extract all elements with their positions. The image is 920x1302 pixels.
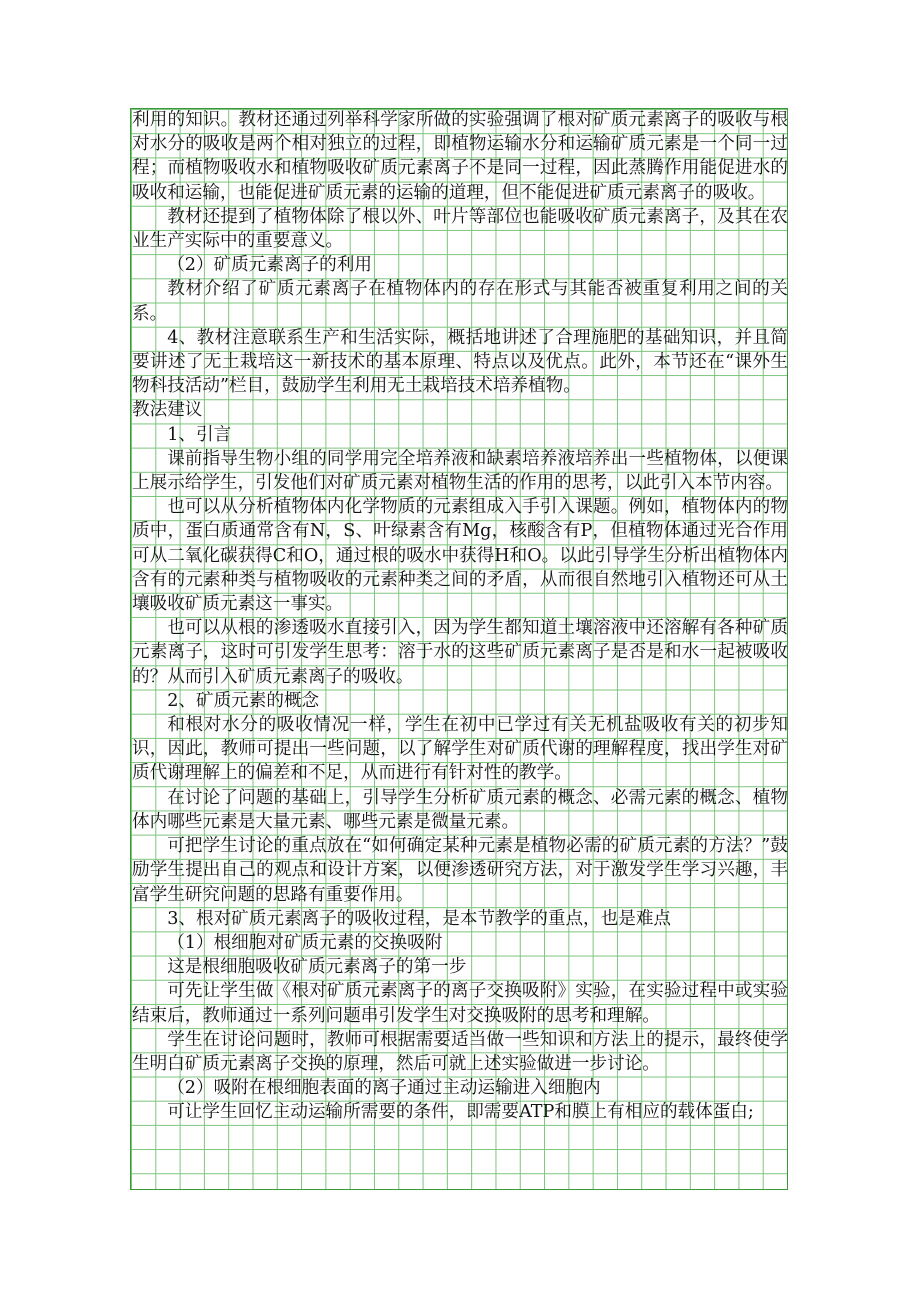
paragraph-17: 这是根细胞吸收矿质元素离子的第一步 [167,957,467,978]
paragraph-21: 可让学生回忆主动运输所需要的条件，即需要ATP和膜上有相应的载体蛋白; [167,1102,754,1123]
paragraph-2: 教材还提到了植物体除了根以外、叶片等部位也能吸收矿质元素离子，及其在农业生产实际中的重要意义。 [132,206,788,252]
paragraph-13: 在讨论了问题的基础上，引导学生分析矿质元素的概念、必需元素的概念、植物体内哪些元素是大量元素、哪些元素是微量元素。 [132,787,788,832]
paragraph-8: 课前指导生物小组的同学用完全培养液和缺素培养液培养出一些植物体，以便课上展示给学生，引发他们对矿质元素对植物生活的作用的思考，以此引入本节内容。 [132,448,788,494]
paragraph-9: 也可以从分析植物体内化学物质的元素组成入手引入课题。例如，植物体内的物质中，蛋白质通常含有N，S、叶绿素含有Mg，核酸含有P，但植物体通过光合作用可从二氧化碳获得C和O，通过根的吸水中获得H和O。以此引导学生分析出植物体内含有的元素种类与植物吸收的元素种类之间的矛盾，从而很自然地引入植物还可从土壤吸收矿质元素这一事实。 [132,497,788,615]
paragraph-18: 可先让学生做《根对矿质元素离子的离子交换吸附》实验，在实验过程中或实验结束后，教师通过一系列问题串引发学生对交换吸附的思考和理解。 [132,981,788,1026]
subheading-active-transport: （2）吸附在根细胞表面的离子通过主动运输进入细胞内 [167,1078,601,1099]
subheading-absorption-process: 3、根对矿质元素离子的吸收过程，是本节教学的重点，也是难点 [167,908,672,929]
subheading-mineral-element-concept: 2、矿质元素的概念 [167,690,320,711]
paragraph-12: 和根对水分的吸收情况一样，学生在初中已学过有关无机盐吸收有关的初步知识，因此，教师可提出一些问题，以了解学生对矿质代谢的理解程度，找出学生对矿质代谢理解上的偏差和不足，从而进行有针对性的教学。 [132,715,788,784]
section-heading-teaching-suggestions: 教法建议 [132,400,203,421]
paragraph-5: 4、教材注意联系生产和生活实际，概括地讲述了合理施肥的基础知识，并且简要讲述了无土栽培这一新技术的基本原理、特点以及优点。此外，本节还在“课外生物科技活动”栏目，鼓励学生利用无土栽培技术培养植物。 [132,327,788,397]
paragraph-4: 教材介绍了矿质元素离子在植物体内的存在形式与其能否被重复利用之间的关系。 [132,279,788,324]
paragraph-14: 可把学生讨论的重点放在“如何确定某种元素是植物必需的矿质元素的方法？”鼓励学生提出自己的观点和设计方案，以便渗透研究方法，对于激发学生学习兴趣，丰富学生研究问题的思路有重要作用。 [132,836,788,905]
paragraph-10: 也可以从根的渗透吸水直接引入，因为学生都知道土壤溶液中还溶解有各种矿质元素离子，这时可引发学生思考：溶于水的这些矿质元素离子是否是和水一起被吸收的？从而引入矿质元素离子的吸收。 [132,618,788,687]
subheading-introduction: 1、引言 [167,424,232,445]
document-body [132,108,788,1125]
subheading-mineral-ion-utilization: （2）矿质元素离子的利用 [167,255,372,276]
paragraph-1: 利用的知识。教材还通过列举科学家所做的实验强调了根对矿质元素离子的吸收与根对水分的吸收是两个相对独立的过程，即植物运输水分和运输矿质元素是一个同一过程；而植物吸收水和植物吸收矿质元素离子不是同一过程，因此蒸腾作用能促进水的吸收和运输，也能促进矿质元素的运输的道理，但不能促进矿质元素离子的吸收。 [132,110,788,203]
paragraph-19: 学生在讨论问题时，教师可根据需要适当做一些知识和方法上的提示，最终使学生明白矿质元素离子交换的原理，然后可就上述实验做进一步讨论。 [132,1029,788,1074]
subheading-exchange-adsorption: （1）根细胞对矿质元素的交换吸附 [167,932,443,953]
